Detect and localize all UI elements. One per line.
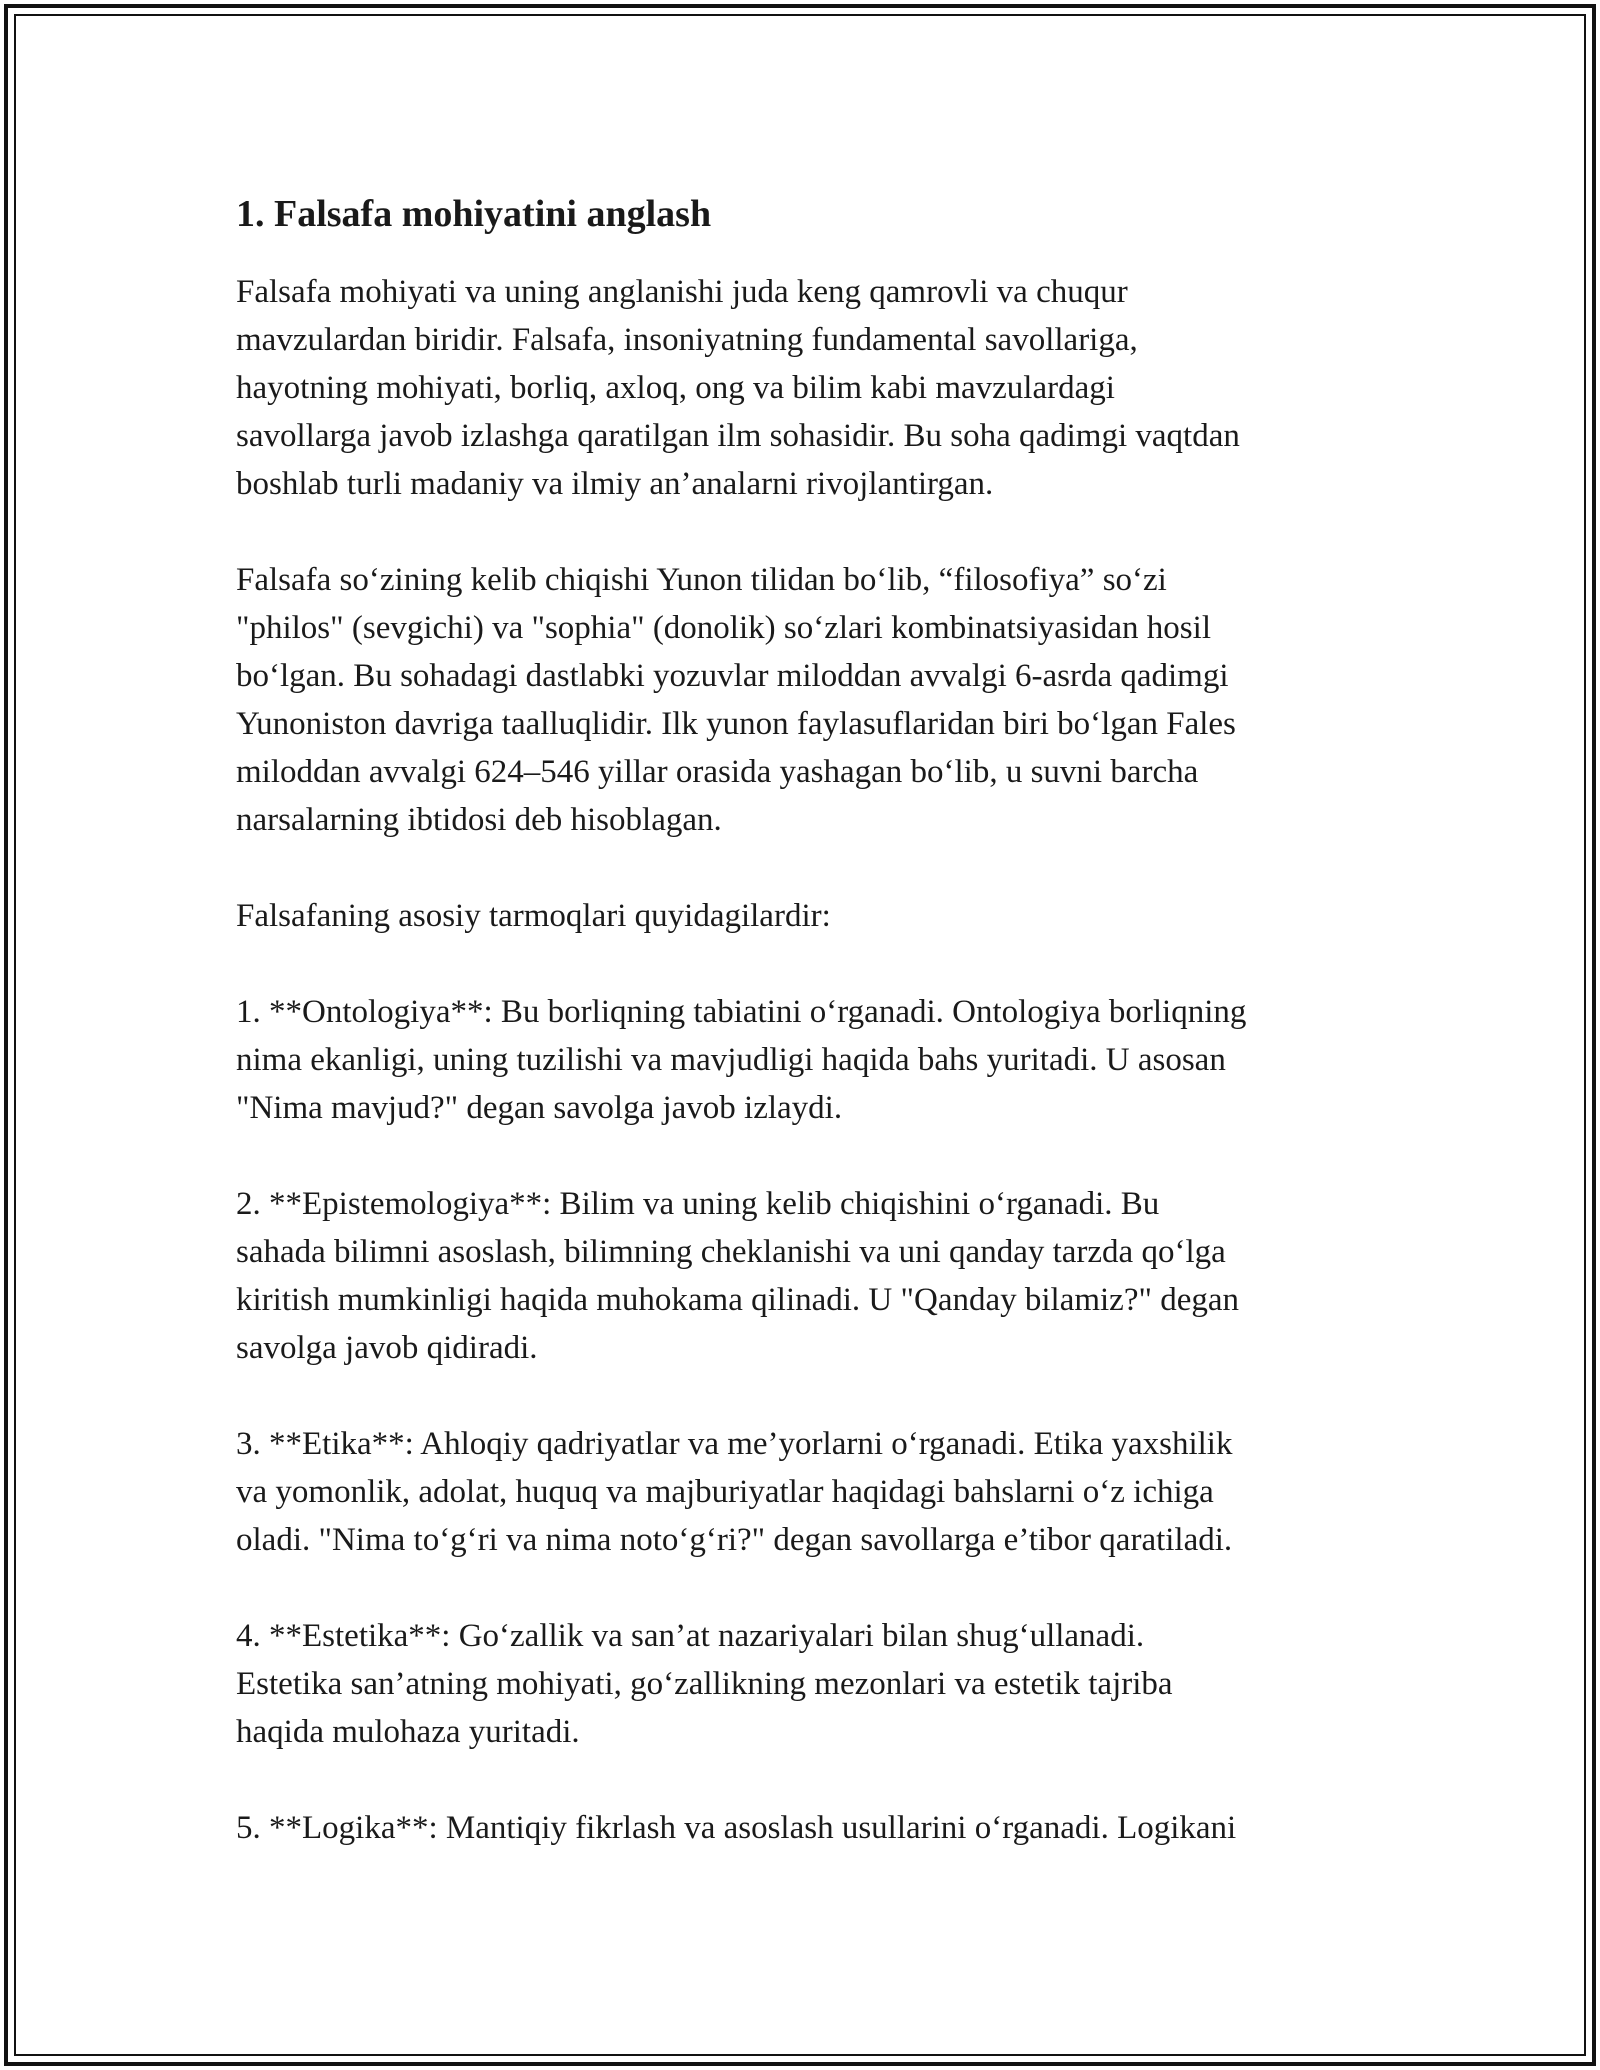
list-item-aesthetics: 4. **Estetika**: Go‘zallik va san’at nazariyalari bilan shug‘ullanadi. Estetika san’atning mohiyati, go‘zallikning mezonlari va estetik tajriba haqida mulohaza yuritadi. (236, 1618, 1173, 1750)
document-body (236, 188, 1366, 1900)
section-title: 1. Falsafa mohiyatini anglash (236, 193, 712, 235)
paragraph-intro: Falsafa mohiyati va uning anglanishi juda keng qamrovli va chuqur mavzulardan biridir. Falsafa, insoniyatning fundamental savollariga, hayotning mohiyati, borliq, axloq, ong va bilim kabi mavzulardagi savollarga javob izlashga qaratilgan ilm sohasidir. Bu soha qadimgi vaqtdan boshlab turli madaniy va ilmiy an’analarni rivojlantirgan. (236, 274, 1240, 502)
list-item-epistemology: 2. **Epistemologiya**: Bilim va uning kelib chiqishini o‘rganadi. Bu sahada bilimni asoslash, bilimning cheklanishi va uni qanday tarzda qo‘lga kiritish mumkinligi haqida muhokama qilinadi. U "Qanday bilamiz?" degan savolga javob qidiradi. (236, 1186, 1239, 1366)
list-item-logic: 5. **Logika**: Mantiqiy fikrlash va asoslash usullarini o‘rganadi. Logikani (236, 1810, 1237, 1846)
list-item-ontology: 1. **Ontologiya**: Bu borliqning tabiatini o‘rganadi. Ontologiya borliqning nima ekanligi, uning tuzilishi va mavjudligi haqida bahs yuritadi. U asosan "Nima mavjud?" degan savolga javob izlaydi. (236, 994, 1247, 1126)
list-item-ethics: 3. **Etika**: Ahloqiy qadriyatlar va me’yorlarni o‘rganadi. Etika yaxshilik va yomonlik, adolat, huquq va majburiyatlar haqidagi bahslarni o‘z ichiga oladi. "Nima to‘g‘ri va nima noto‘g‘ri?" degan savollarga e’tibor qaratiladi. (236, 1426, 1233, 1558)
paragraph-branches-heading: Falsafaning asosiy tarmoqlari quyidagilardir: (236, 898, 831, 934)
paragraph-etymology: Falsafa so‘zining kelib chiqishi Yunon tilidan bo‘lib, “filosofiya” so‘zi "philos" (sevgichi) va "sophia" (donolik) so‘zlari kombinatsiyasidan hosil bo‘lgan. Bu sohadagi dastlabki yozuvlar miloddan avvalgi 6-asrda qadimgi Yunoniston davriga taalluqlidir. Ilk yunon faylasuflaridan biri bo‘lgan Fales miloddan avvalgi 624–546 yillar orasida yashagan bo‘lib, u suvni barcha narsalarning ibtidosi deb hisoblagan. (236, 562, 1236, 838)
